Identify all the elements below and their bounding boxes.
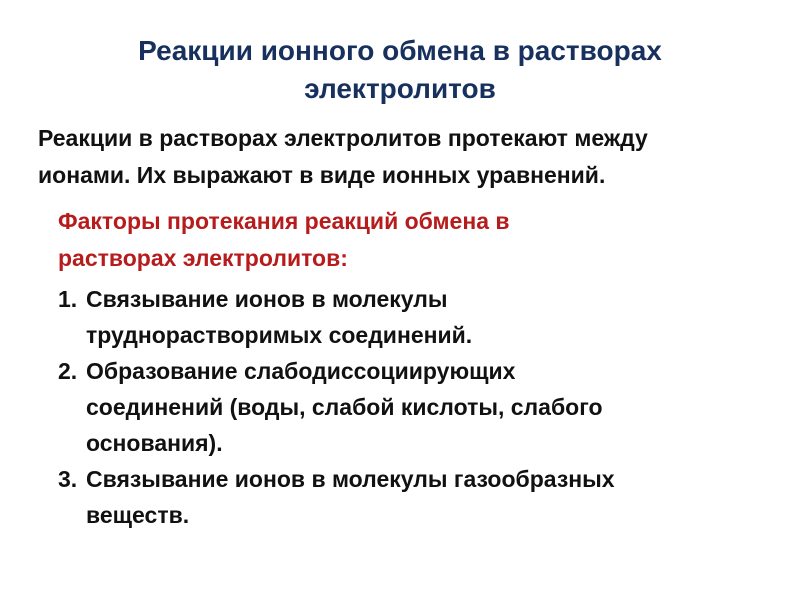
- intro-line-2: ионами. Их выражают в виде ионных уравнений.: [38, 162, 606, 188]
- title-line-1: Реакции ионного обмена в растворах: [138, 35, 662, 66]
- slide-title: [40, 32, 760, 108]
- list-item-line: Связывание ионов в молекулы: [86, 286, 448, 312]
- list-item-number: 1.: [58, 286, 78, 312]
- list-item-line: Образование слабодиссоциирующих: [86, 358, 516, 384]
- factors-heading: [58, 203, 758, 277]
- intro-line-1: Реакции в растворах электролитов протекают между: [38, 125, 648, 151]
- list-item: [58, 461, 758, 533]
- factors-list: [58, 281, 758, 533]
- list-item: [58, 353, 758, 461]
- list-item-line: основания).: [86, 430, 223, 456]
- factors-line-1: Факторы протекания реакций обмена в: [58, 208, 510, 234]
- list-item-line: соединений (воды, слабой кислоты, слабого: [86, 394, 603, 420]
- list-item-line: Связывание ионов в молекулы газообразных: [86, 466, 615, 492]
- intro-paragraph: [38, 120, 778, 194]
- list-item-number: 3.: [58, 466, 78, 492]
- list-item: [58, 281, 758, 353]
- factors-line-2: растворах электролитов:: [58, 245, 348, 271]
- title-line-2: электролитов: [304, 73, 496, 104]
- list-item-number: 2.: [58, 358, 78, 384]
- list-item-line: веществ.: [86, 502, 190, 528]
- list-item-line: труднорастворимых соединений.: [86, 322, 473, 348]
